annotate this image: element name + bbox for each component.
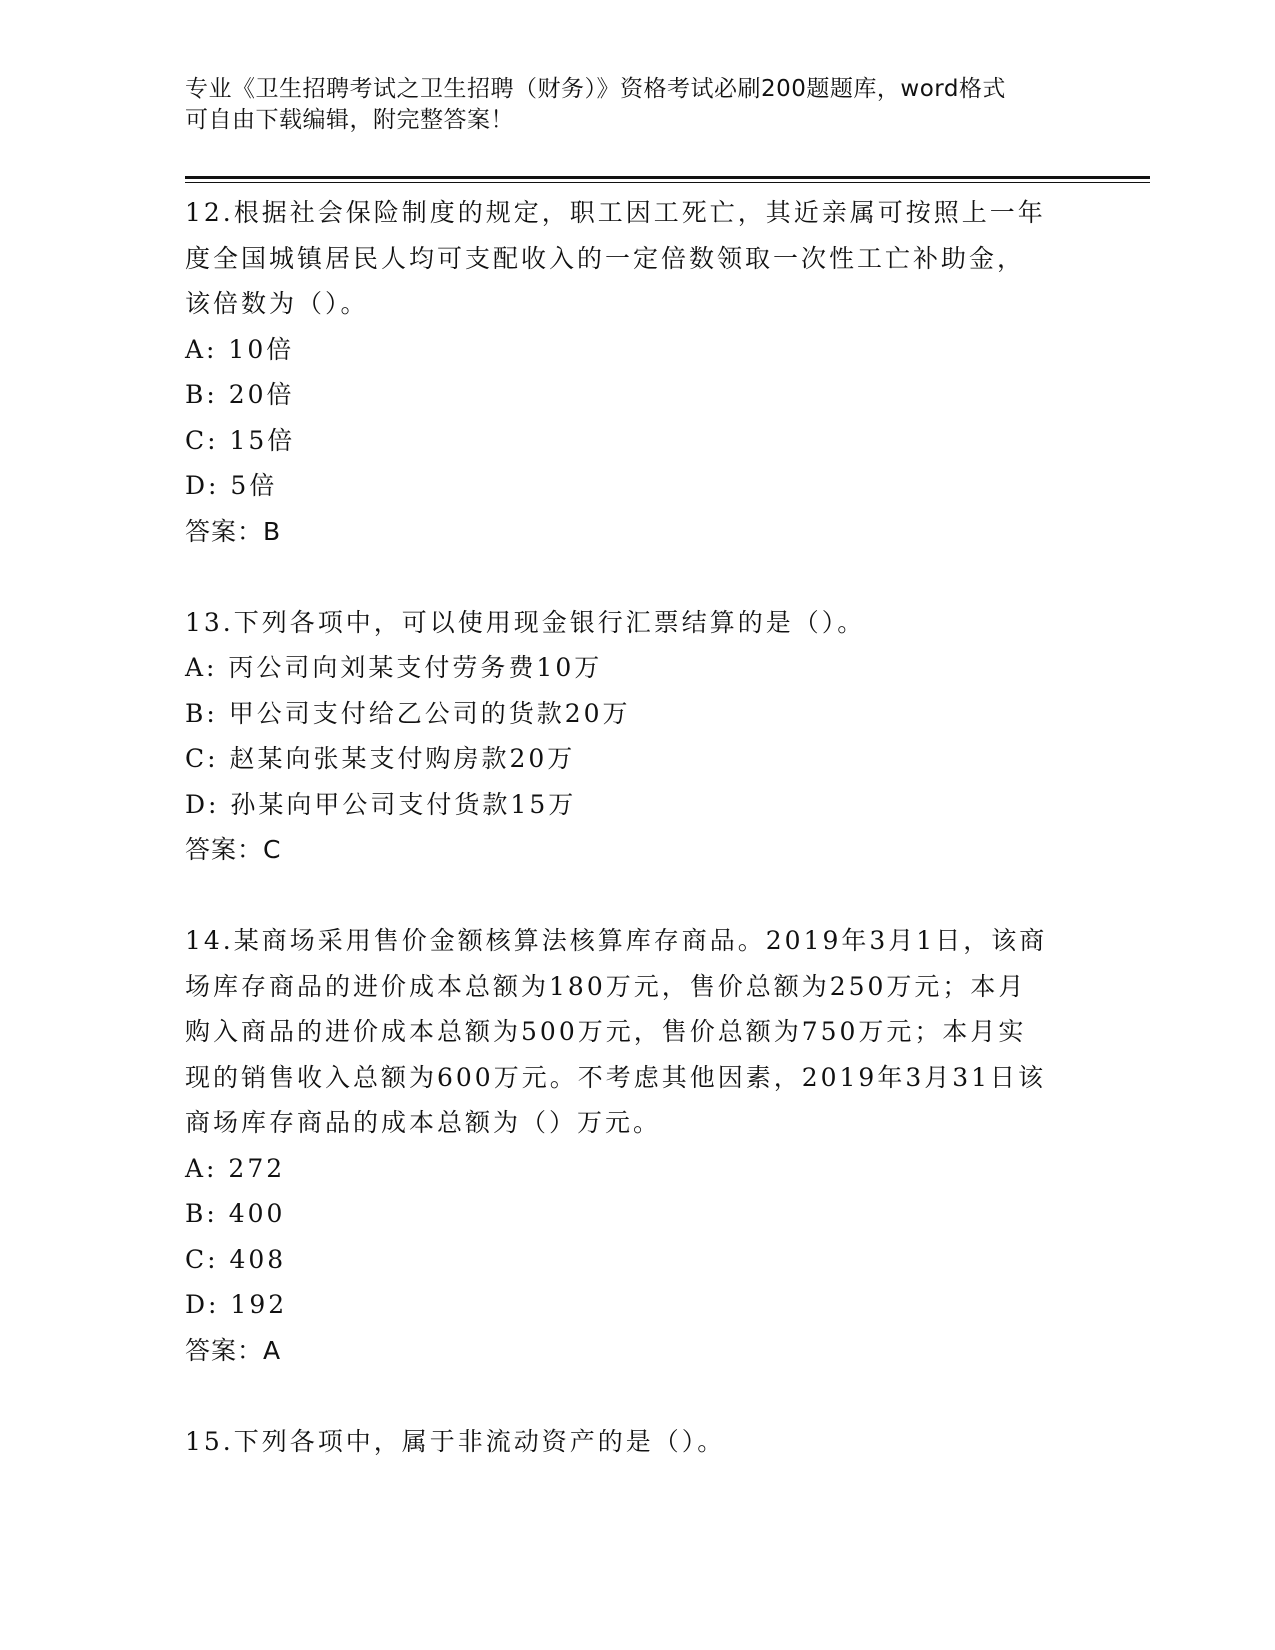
option-b: B: 甲公司支付给乙公司的货款20万 (185, 698, 631, 728)
spacer (185, 1373, 1095, 1419)
question-block (185, 918, 1095, 1373)
answer-label: 答案：B (185, 516, 282, 546)
question-text-line: 该倍数为（）。 (185, 289, 369, 318)
header-line-1: 专业《卫生招聘考试之卫生招聘（财务）》资格考试必刷200题题库，word格式 (185, 76, 1006, 102)
question-text-line: 购入商品的进价成本总额为500万元，售价总额为750万元；本月实 (185, 1017, 1027, 1046)
option-a: A: 272 (185, 1153, 286, 1183)
spacer (185, 554, 1095, 600)
question-text-line: 14.某商场采用售价金额核算法核算库存商品。2019年3月1日，该商 (185, 926, 1048, 955)
option-a: A: 10倍 (185, 334, 295, 364)
option-d: D: 5倍 (185, 471, 278, 500)
question-text-line: 12.根据社会保险制度的规定，职工因工死亡，其近亲属可按照上一年 (185, 198, 1046, 227)
answer-label: 答案：A (185, 1335, 282, 1365)
option-a: A: 丙公司向刘某支付劳务费10万 (185, 653, 603, 682)
question-text-line: 商场库存商品的成本总额为（）万元。 (185, 1108, 662, 1137)
question-block (185, 1419, 1095, 1465)
option-d: D: 孙某向甲公司支付货款15万 (185, 789, 577, 819)
header-line-2: 可自由下载编辑，附完整答案！ (185, 107, 514, 133)
question-block (185, 190, 1095, 554)
option-c: C: 15倍 (185, 425, 296, 455)
header-divider-thick (185, 176, 1150, 179)
header-divider-thin (185, 182, 1150, 183)
question-text-line: 13.下列各项中，可以使用现金银行汇票结算的是（）。 (185, 607, 866, 637)
option-d: D: 192 (185, 1290, 288, 1319)
document-header (185, 74, 1085, 136)
question-text-line: 度全国城镇居民人均可支配收入的一定倍数领取一次性工亡补助金， (185, 243, 1026, 273)
option-c: C: 408 (185, 1244, 287, 1274)
answer-label: 答案：C (185, 835, 282, 864)
question-text-line: 15.下列各项中，属于非流动资产的是（）。 (185, 1426, 726, 1456)
spacer (185, 873, 1095, 919)
question-block (185, 600, 1095, 873)
option-b: B: 400 (185, 1199, 286, 1228)
option-c: C: 赵某向张某支付购房款20万 (185, 744, 576, 773)
option-b: B: 20倍 (185, 380, 295, 409)
question-list (185, 190, 1095, 1464)
question-text-line: 现的销售收入总额为600万元。不考虑其他因素，2019年3月31日该 (185, 1062, 1047, 1092)
question-text-line: 场库存商品的进价成本总额为180万元，售价总额为250万元；本月 (185, 971, 1027, 1001)
